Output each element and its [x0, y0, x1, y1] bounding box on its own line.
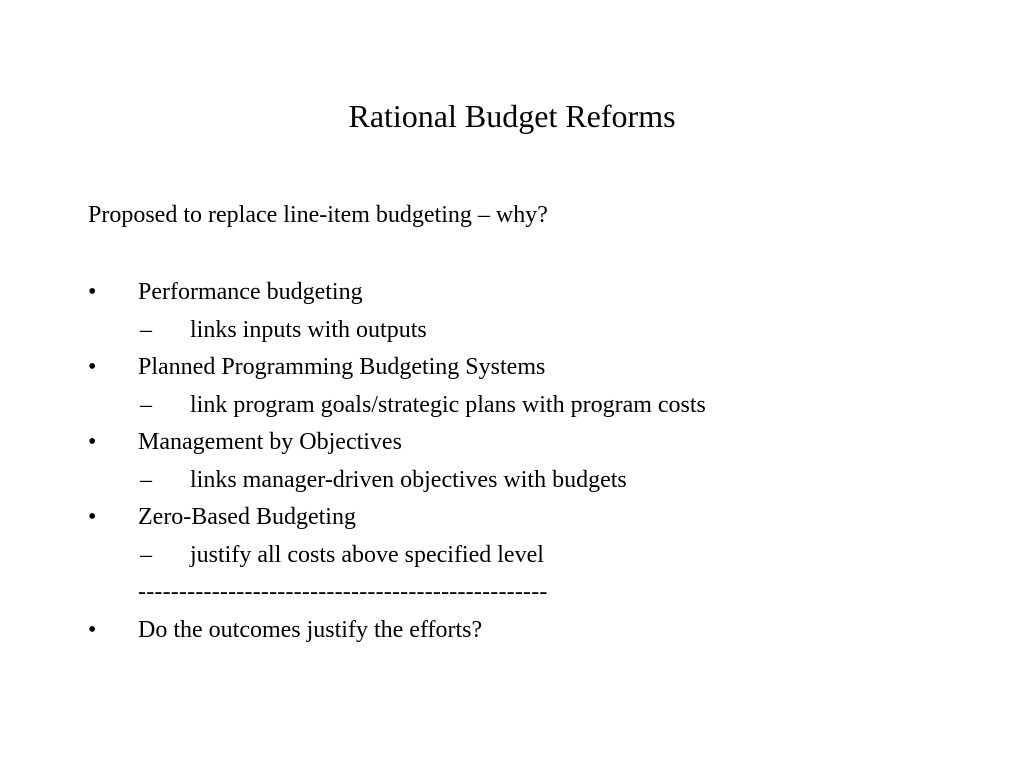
- bullet-text: Planned Programming Budgeting Systems: [138, 354, 546, 380]
- bullet-marker: •: [88, 616, 97, 643]
- sub-item-performance-budgeting: [88, 314, 968, 352]
- slide-title: Rational Budget Reforms: [348, 98, 676, 134]
- divider-text: --------------------------------------------------: [138, 579, 548, 605]
- divider-line: [88, 576, 968, 614]
- sub-marker: –: [140, 466, 152, 493]
- bullet-marker: •: [88, 354, 97, 380]
- sub-item-zero-based-budgeting: [88, 539, 968, 577]
- sub-text: link program goals/strategic plans with program costs: [190, 391, 706, 418]
- sub-marker: –: [140, 391, 152, 418]
- sub-item-management-by-objectives: [88, 464, 968, 502]
- bullet-text: Zero-Based Budgeting: [138, 504, 356, 530]
- bullet-marker: •: [88, 279, 97, 305]
- intro-text: Proposed to replace line-item budgeting – why?: [88, 202, 548, 228]
- conclusion-text: Do the outcomes justify the efforts?: [138, 616, 483, 643]
- sub-marker: –: [140, 541, 152, 568]
- bullet-item-zero-based-budgeting: [88, 501, 968, 539]
- bullet-item-performance-budgeting: [88, 276, 968, 314]
- bullet-marker: •: [88, 429, 97, 455]
- bullet-text: Management by Objectives: [138, 429, 402, 455]
- bullet-list: [88, 276, 968, 651]
- bullet-item-ppbs: [88, 351, 968, 389]
- bullet-text: Performance budgeting: [138, 279, 363, 305]
- sub-item-ppbs: [88, 389, 968, 427]
- bullet-marker: •: [88, 504, 97, 530]
- sub-marker: –: [140, 316, 152, 343]
- sub-text: links inputs with outputs: [190, 316, 427, 343]
- sub-text: justify all costs above specified level: [190, 541, 544, 568]
- bullet-item-management-by-objectives: [88, 426, 968, 464]
- sub-text: links manager-driven objectives with budgets: [190, 466, 627, 493]
- bullet-item-conclusion: [88, 614, 968, 652]
